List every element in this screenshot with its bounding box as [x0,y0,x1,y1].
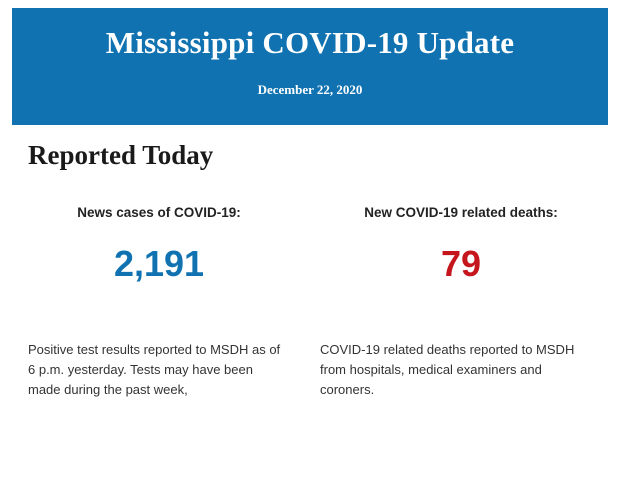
header-banner [12,8,608,125]
stats-row [12,205,608,285]
stat-card-new-deaths [310,205,608,285]
description-new-cases: Positive test results reported to MSDH as of 6 p.m. yesterday. Tests may have been made during the past week, [28,342,281,398]
descriptions-row [12,340,608,400]
report-date: December 22, 2020 [257,82,363,98]
stat-label-new-cases: News cases of COVID-19: [77,205,241,220]
stat-card-new-cases [12,205,310,285]
stat-label-new-deaths: New COVID-19 related deaths: [364,205,558,220]
stat-value-new-deaths: 79 [440,243,482,285]
section-title: Reported Today [28,140,214,170]
stat-value-new-cases: 2,191 [113,243,205,285]
page-title: Mississippi COVID-19 Update [105,25,515,60]
description-new-deaths: COVID-19 related deaths reported to MSDH from hospitals, medical examiners and coroners. [320,342,575,398]
